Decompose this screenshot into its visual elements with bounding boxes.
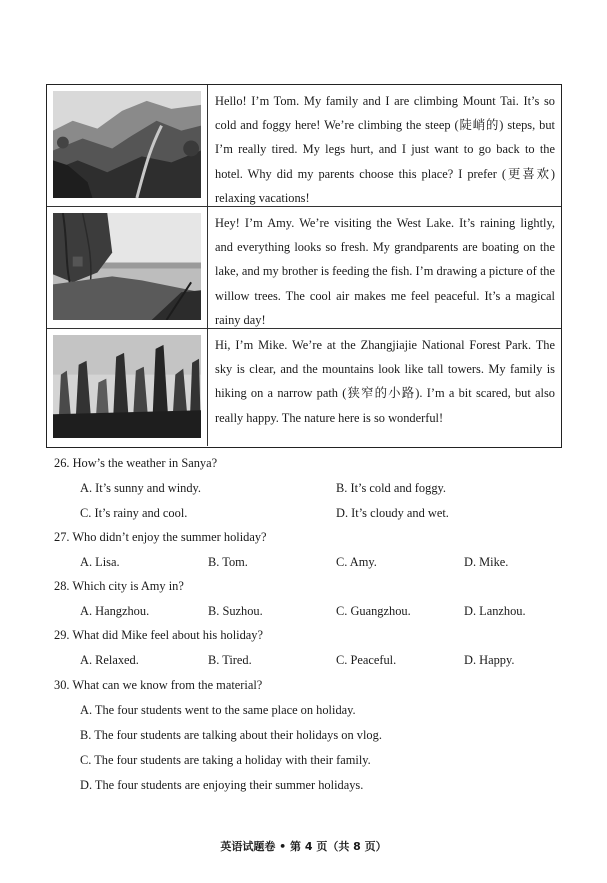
q30-option-d[interactable]: D. The four students are enjoying their summer holidays.	[80, 778, 364, 792]
reading-material-table	[46, 84, 562, 448]
question-30: 30. What can we know from the material?	[54, 678, 263, 692]
q26-option-b[interactable]: B. It’s cold and foggy.	[336, 481, 447, 495]
q26-option-a[interactable]: A. It’s sunny and windy.	[80, 481, 202, 495]
question-29: 29. What did Mike feel about his holiday?	[54, 628, 263, 642]
q29-option-d[interactable]: D. Happy.	[464, 653, 515, 667]
q28-option-d[interactable]: D. Lanzhou.	[464, 604, 526, 618]
q30-option-b[interactable]: B. The four students are talking about their holidays on vlog.	[80, 728, 382, 742]
page-footer: 英语试题卷 • 第 4 页（共 8 页）	[220, 840, 387, 853]
q27-option-a[interactable]: A. Lisa.	[80, 555, 120, 569]
material-text-mike: Hi, I’m Mike. We’re at the Zhangjiajie National Forest Park. The sky is clear, and the mountains look like tall towers. My family is hiking on a narrow path (狭窄的小路). I’m a bit scared, but also really happy. The nature here is so wonderful!	[215, 338, 555, 425]
material-text-amy: Hey! I’m Amy. We’re visiting the West Lake. It’s raining lightly, and everything looks so fresh. My grandparents are boating on the lake, and my brother is feeding the fish. I’m drawing a picture of the willow trees. The cool air makes me feel peaceful. It’s a magical rainy day!	[215, 216, 555, 327]
question-28: 28. Which city is Amy in?	[54, 579, 184, 593]
photo-cell	[47, 329, 208, 446]
q26-option-c[interactable]: C. It’s rainy and cool.	[80, 506, 188, 520]
q27-option-c[interactable]: C. Amy.	[336, 555, 377, 569]
photo-cell	[47, 85, 208, 206]
q26-option-d[interactable]: D. It’s cloudy and wet.	[336, 506, 449, 520]
q28-option-a[interactable]: A. Hangzhou.	[80, 604, 150, 618]
q29-option-c[interactable]: C. Peaceful.	[336, 653, 397, 667]
west-lake-photo	[53, 213, 201, 320]
q29-option-a[interactable]: A. Relaxed.	[80, 653, 139, 667]
zhangjiajie-photo	[53, 335, 201, 438]
material-text-tom: Hello! I’m Tom. My family and I are climbing Mount Tai. It’s so cold and foggy here! We’re climbing the steep (陡峭的) steps, but I’m really tired. My legs hurt, and I just want to go back to the hotel. Why did my parents choose this place? I prefer (更喜欢) relaxing vacations!	[215, 94, 555, 205]
q27-option-d[interactable]: D. Mike.	[464, 555, 509, 569]
q29-option-b[interactable]: B. Tired.	[208, 653, 252, 667]
photo-cell	[47, 207, 208, 328]
mount-tai-photo	[53, 91, 201, 198]
q30-option-c[interactable]: C. The four students are taking a holiday with their family.	[80, 753, 371, 767]
q27-option-b[interactable]: B. Tom.	[208, 555, 248, 569]
material-row-amy	[47, 207, 561, 329]
q28-option-b[interactable]: B. Suzhou.	[208, 604, 263, 618]
question-27: 27. Who didn’t enjoy the summer holiday?	[54, 530, 267, 544]
q28-option-c[interactable]: C. Guangzhou.	[336, 604, 411, 618]
question-26: 26. How’s the weather in Sanya?	[54, 456, 218, 470]
material-row-mike	[47, 329, 561, 446]
material-row-tom	[47, 85, 561, 207]
q30-option-a[interactable]: A. The four students went to the same place on holiday.	[80, 703, 356, 717]
